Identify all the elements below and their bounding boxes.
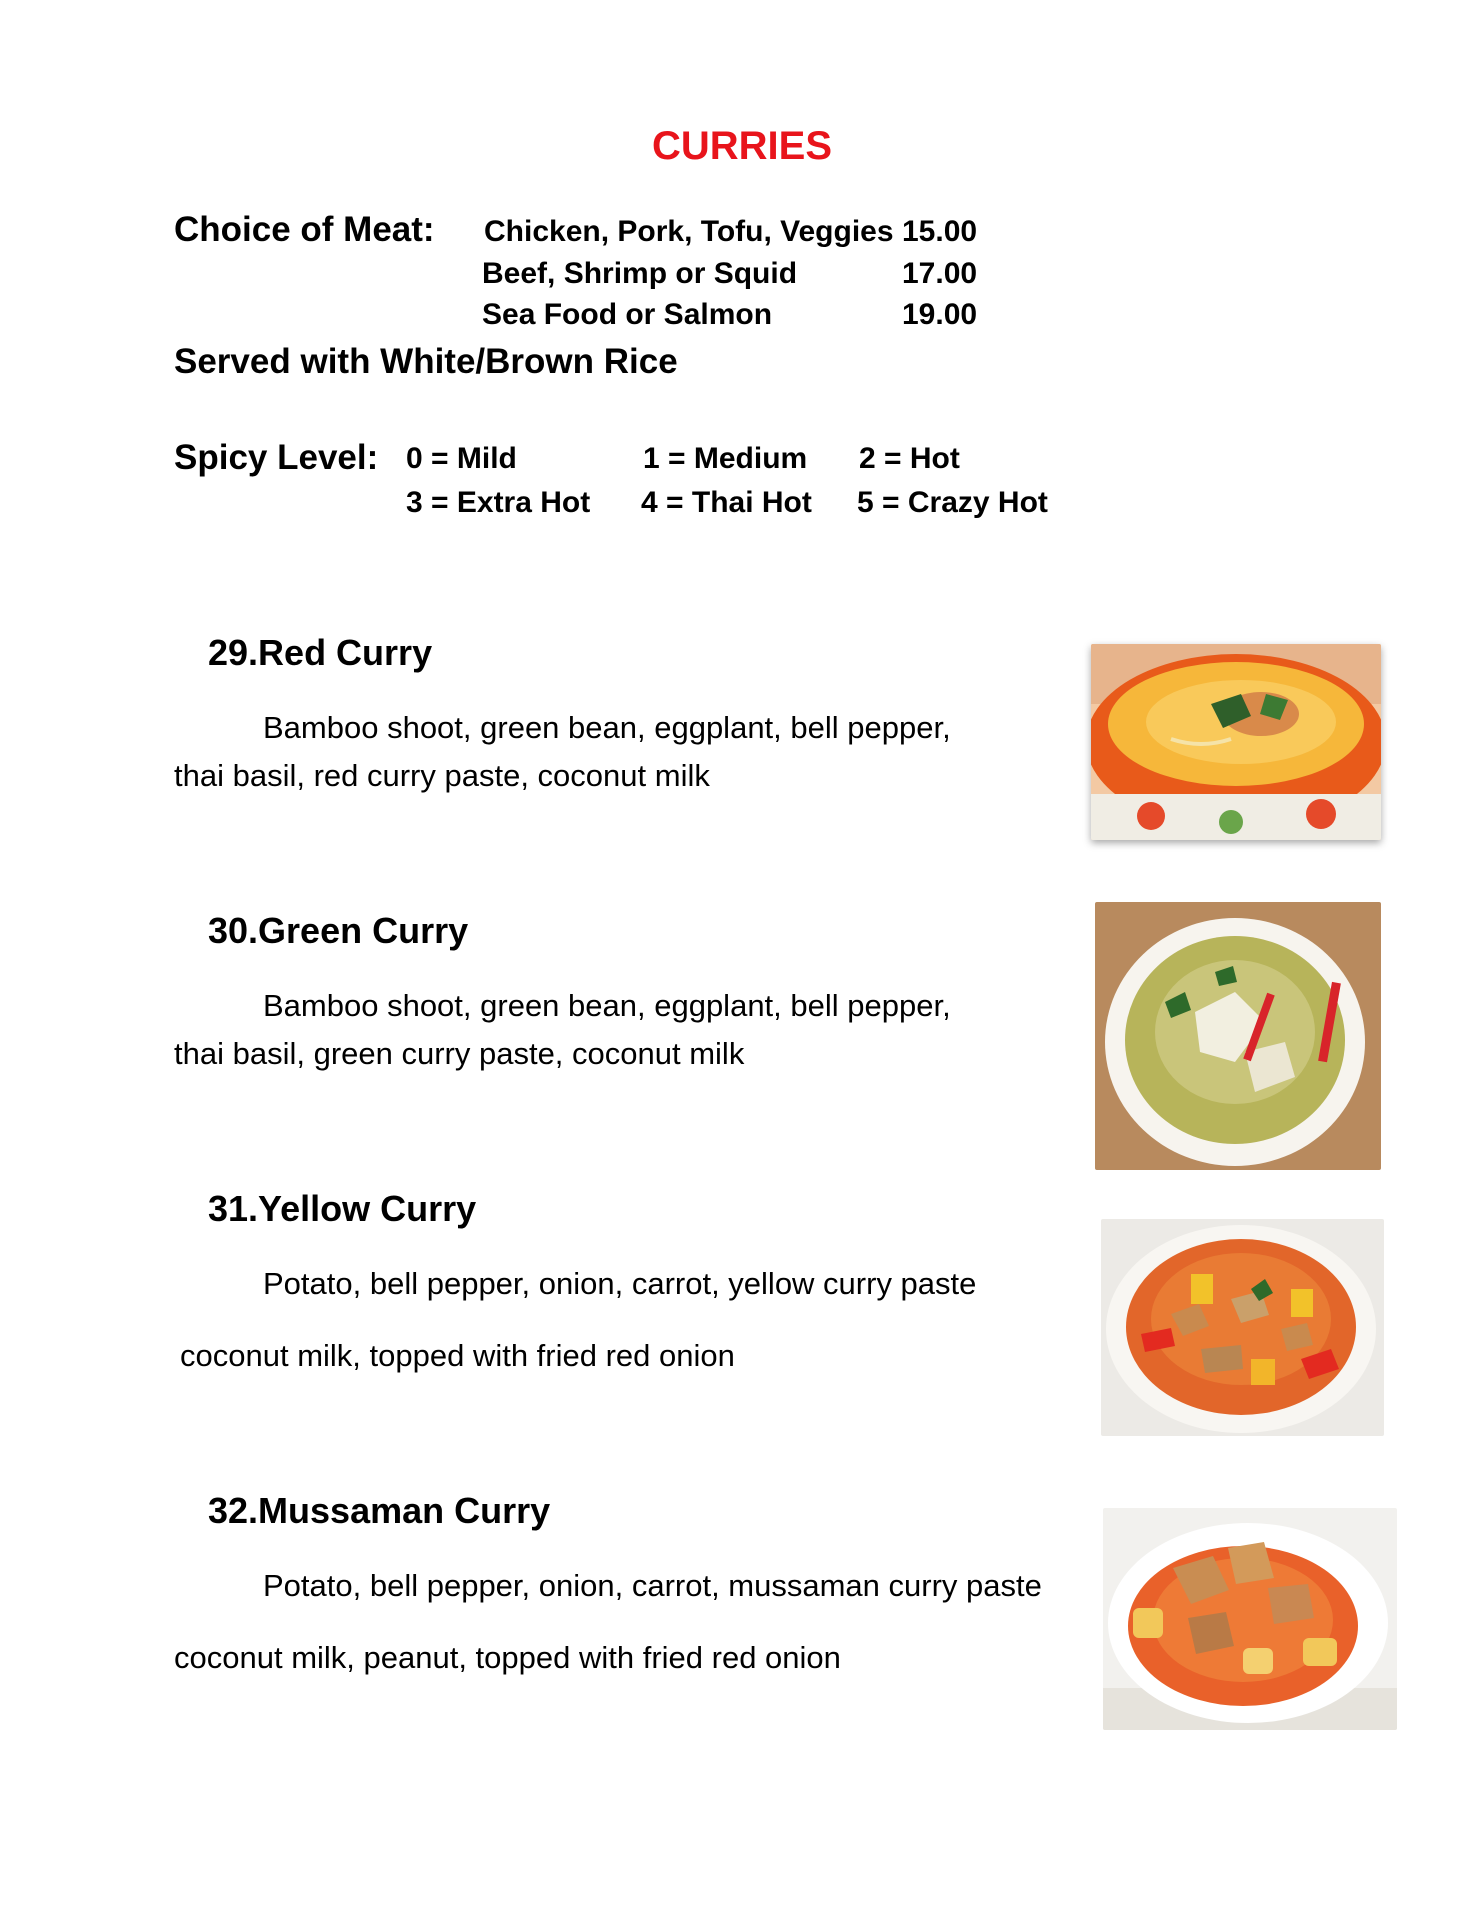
menu-item-description: thai basil, red curry paste, coconut milk (174, 758, 710, 793)
menu-item-description: coconut milk, topped with fried red onion (180, 1338, 735, 1373)
spicy-level: 2 = Hot (859, 442, 960, 475)
page-title: CURRIES (651, 124, 833, 168)
menu-item-description: Bamboo shoot, green bean, eggplant, bell pepper, (263, 988, 951, 1023)
menu-item-title: 29.Red Curry (208, 632, 433, 673)
menu-item-title: 30.Green Curry (208, 910, 469, 951)
meat-option-name: Chicken, Pork, Tofu, Veggies (484, 215, 894, 248)
spicy-label: Spicy Level: (174, 438, 379, 477)
meat-label: Choice of Meat: (174, 210, 435, 249)
menu-item-description: Potato, bell pepper, onion, carrot, mussaman curry paste (263, 1568, 1042, 1603)
spicy-level: 0 = Mild (406, 442, 517, 475)
spicy-level: 3 = Extra Hot (406, 486, 591, 519)
meat-option-name: Sea Food or Salmon (482, 298, 773, 331)
menu-item-description: thai basil, green curry paste, coconut milk (174, 1036, 745, 1071)
served-note: Served with White/Brown Rice (174, 342, 678, 381)
red-curry-photo (1091, 644, 1381, 840)
menu-item-description: coconut milk, peanut, topped with fried red onion (174, 1640, 841, 1675)
meat-option-price: 15.00 (902, 215, 978, 248)
menu-item-title: 31.Yellow Curry (208, 1188, 477, 1229)
menu-item-description: Potato, bell pepper, onion, carrot, yellow curry paste (263, 1266, 977, 1301)
mussaman-curry-photo (1103, 1508, 1397, 1730)
spicy-level: 5 = Crazy Hot (857, 486, 1048, 519)
green-curry-photo (1095, 902, 1381, 1170)
meat-option-price: 19.00 (902, 298, 978, 331)
yellow-curry-photo (1101, 1219, 1384, 1436)
meat-option-name: Beef, Shrimp or Squid (482, 257, 798, 290)
menu-item-title: 32.Mussaman Curry (208, 1490, 551, 1531)
spicy-level: 1 = Medium (643, 442, 808, 475)
meat-option-price: 17.00 (902, 257, 978, 290)
spicy-level: 4 = Thai Hot (641, 486, 812, 519)
menu-item-description: Bamboo shoot, green bean, eggplant, bell pepper, (263, 710, 951, 745)
